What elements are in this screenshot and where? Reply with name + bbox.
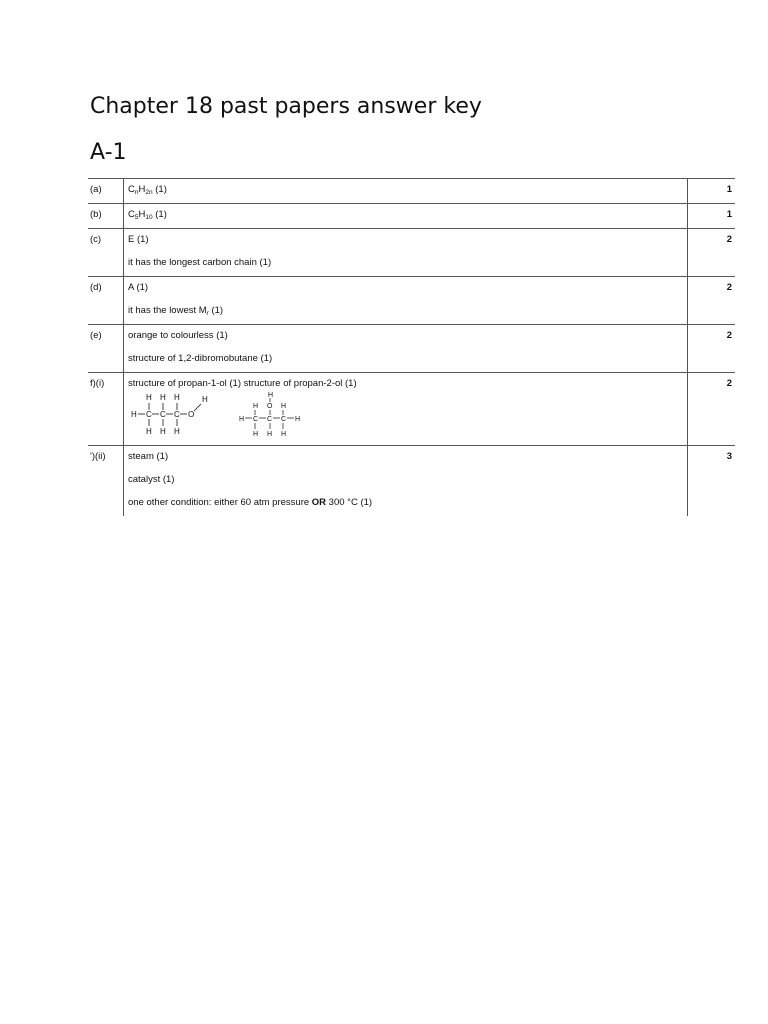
answer-cell: E (1) it has the longest carbon chain (1) [124, 229, 688, 277]
document-title: Chapter 18 past papers answer key [90, 94, 482, 119]
table-row [88, 373, 735, 446]
part-label: (c) [90, 234, 102, 245]
mark-cell: 1 [688, 204, 736, 229]
svg-text:H: H [202, 395, 208, 404]
mark-cell: 2 [688, 373, 736, 446]
part-label: (b) [90, 209, 102, 220]
svg-text:H: H [253, 403, 259, 410]
answer-cell: structure of propan-1-ol (1) structure of propan-2-ol (1) H H H H H C C C O H H H H H O H H C C C H H H H [124, 373, 688, 446]
table-row [88, 446, 735, 517]
svg-text:H: H [281, 431, 287, 438]
table-row [88, 277, 735, 325]
svg-text:H: H [146, 393, 152, 402]
svg-text:C: C [267, 416, 273, 423]
svg-text:H: H [267, 431, 273, 438]
mark-cell: 1 [688, 179, 736, 204]
svg-text:H: H [160, 427, 166, 436]
mark-cell: 2 [688, 229, 736, 277]
svg-text:C: C [281, 416, 287, 423]
svg-text:H: H [239, 416, 245, 423]
svg-text:C: C [253, 416, 259, 423]
svg-text:C: C [174, 410, 180, 419]
section-heading: A-1 [90, 140, 127, 165]
part-label: f)(i) [90, 378, 105, 389]
svg-text:H: H [281, 403, 287, 410]
svg-text:H: H [253, 431, 259, 438]
answer-cell: A (1) it has the lowest $M_r$ (1) [124, 277, 688, 325]
part-label: ')(ii) [90, 451, 106, 462]
part-label: (d) [90, 282, 102, 293]
mark-cell: 3 [688, 446, 736, 517]
structural-formulas [130, 391, 687, 443]
svg-text:O: O [188, 410, 195, 419]
table-row [88, 325, 735, 373]
propan-1-ol-structure [130, 391, 220, 439]
propan-2-ol-structure [238, 391, 318, 443]
part-label: (e) [90, 330, 102, 341]
svg-text:H: H [160, 393, 166, 402]
answer-cell: $C_5H_{10}$ (1) [124, 204, 688, 229]
answer-cell: $C_nH_{2n}$ (1) [124, 179, 688, 204]
table-row [88, 179, 735, 204]
answer-cell: steam (1) catalyst (1) one other condition: either 60 atm pressure OR 300 °C (1) [124, 446, 688, 517]
svg-text:H: H [174, 393, 180, 402]
table-row [88, 229, 735, 277]
svg-text:H: H [174, 427, 180, 436]
table-row [88, 204, 735, 229]
svg-text:H: H [131, 410, 137, 419]
mark-cell: 2 [688, 325, 736, 373]
mark-cell: 2 [688, 277, 736, 325]
svg-text:H: H [268, 392, 274, 399]
svg-text:H: H [295, 416, 301, 423]
answer-cell: orange to colourless (1) structure of 1,2-dibromobutane (1) [124, 325, 688, 373]
svg-text:C: C [160, 410, 166, 419]
answer-table [88, 178, 735, 516]
part-label: (a) [90, 184, 102, 195]
svg-text:H: H [146, 427, 152, 436]
svg-text:C: C [146, 410, 152, 419]
svg-text:O: O [267, 403, 273, 410]
